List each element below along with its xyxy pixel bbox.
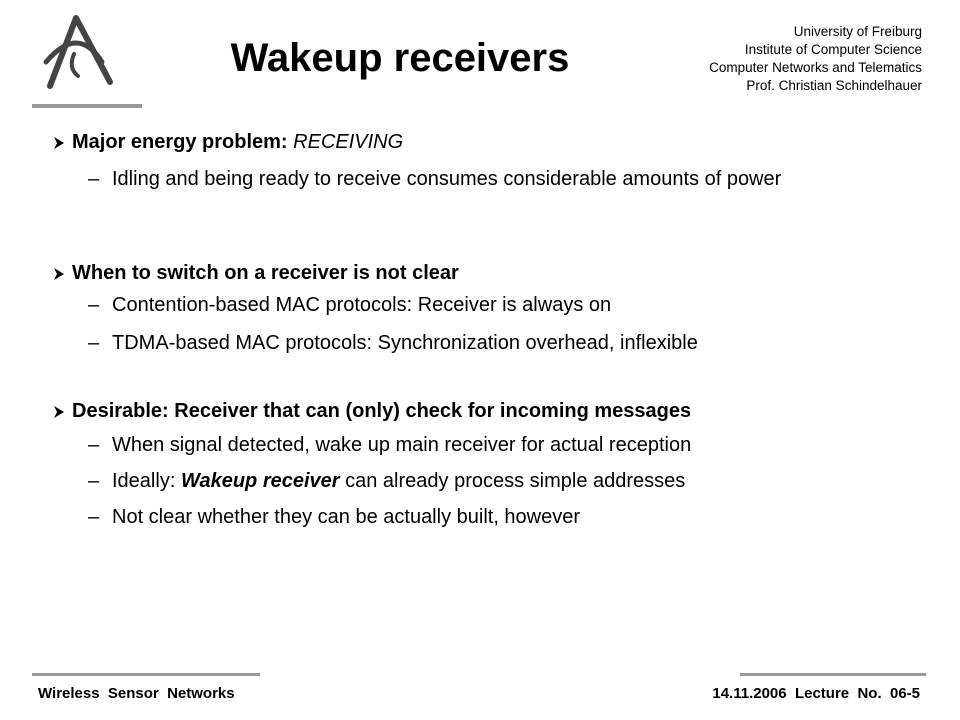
affiliation-line: University of Freiburg — [793, 24, 922, 39]
affiliation-line: Prof. Christian Schindelhauer — [746, 78, 922, 93]
sub-bullet: – TDMA-based MAC protocols: Synchronization overhead, inflexible — [88, 332, 698, 354]
slide-title: Wakeup receivers — [230, 36, 570, 80]
arrow-bullet-icon — [52, 136, 66, 150]
university-logo — [38, 14, 118, 94]
sub-bullet: – When signal detected, wake up main receiver for actual reception — [88, 434, 692, 456]
bullet-energy-problem: Major energy problem: RECEIVING — [52, 131, 403, 154]
footer-divider-right — [740, 673, 926, 676]
affiliation-block — [709, 23, 922, 95]
arrow-bullet-icon — [52, 405, 66, 419]
sub-bullet: – Ideally: Wakeup receiver can already process simple addresses — [88, 470, 686, 492]
sub-bullet: – Not clear whether they can be actually built, however — [88, 506, 581, 528]
arrow-bullet-icon — [52, 267, 66, 281]
bullet-receiver-timing: When to switch on a receiver is not clear — [52, 262, 459, 285]
footer-course: Wireless Sensor Networks — [38, 685, 235, 702]
affiliation-line: Institute of Computer Science — [744, 42, 922, 57]
sub-bullet: – Contention-based MAC protocols: Receiver is always on — [88, 294, 612, 316]
affiliation-line: Computer Networks and Telematics — [709, 60, 922, 75]
sub-bullet: – Idling and being ready to receive consumes considerable amounts of power — [88, 168, 782, 190]
bullet-desirable: Desirable: Receiver that can (only) check for incoming messages — [52, 400, 691, 423]
footer-divider-left — [32, 673, 260, 676]
footer-date-lecture: 14.11.2006 Lecture No. 06-5 — [712, 685, 920, 702]
logo-underline — [32, 104, 142, 108]
